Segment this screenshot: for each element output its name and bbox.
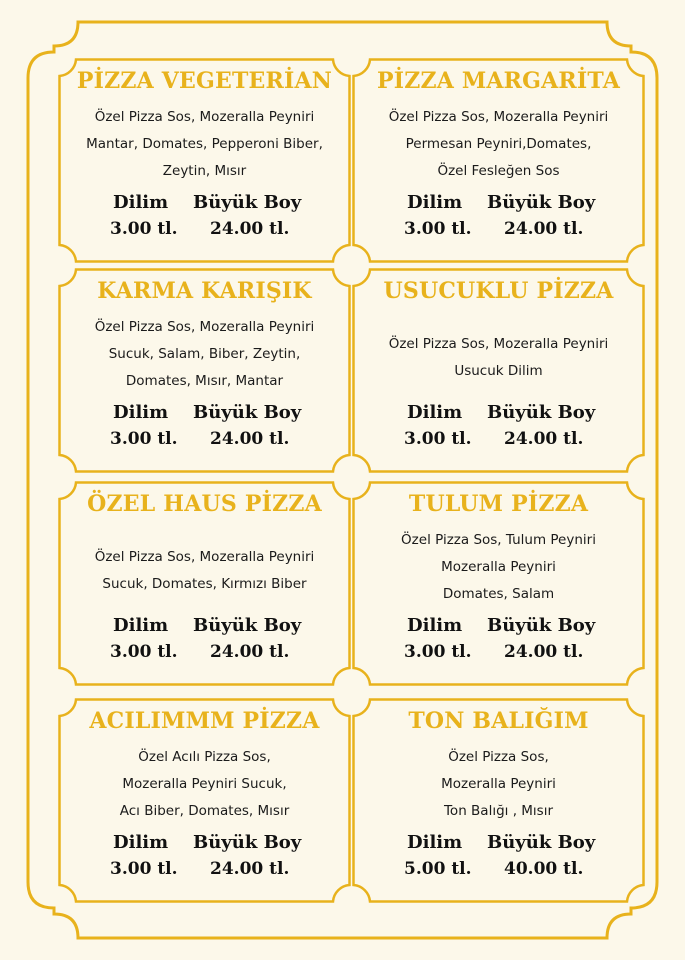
price-values bbox=[58, 859, 351, 885]
large-price: 24.00 tl. bbox=[210, 219, 290, 239]
large-label: Büyük Boy bbox=[193, 615, 302, 636]
pizza-ingredients bbox=[358, 527, 639, 608]
pizza-card bbox=[352, 268, 645, 473]
price-labels bbox=[58, 402, 351, 428]
pizza-ingredients bbox=[64, 744, 345, 825]
ingredient-line: Usucuk Dilim bbox=[454, 363, 543, 379]
slice-price: 3.00 tl. bbox=[110, 429, 178, 449]
ingredient-line: Özel Pizza Sos, bbox=[448, 749, 549, 765]
slice-label: Dilim bbox=[113, 192, 169, 213]
large-price: 24.00 tl. bbox=[504, 219, 584, 239]
slice-label: Dilim bbox=[407, 192, 463, 213]
price-values bbox=[58, 219, 351, 245]
ingredient-line: Özel Pizza Sos, Mozeralla Peyniri bbox=[94, 549, 315, 565]
ingredient-line: Acı Biber, Domates, Mısır bbox=[119, 803, 290, 819]
large-label: Büyük Boy bbox=[487, 402, 596, 423]
ingredient-line: Özel Pizza Sos, Mozeralla Peyniri bbox=[94, 109, 315, 125]
slice-label: Dilim bbox=[113, 832, 169, 853]
price-labels bbox=[58, 192, 351, 218]
price-labels bbox=[352, 615, 645, 641]
pizza-name: TULUM PİZZA bbox=[408, 491, 589, 517]
large-price: 24.00 tl. bbox=[210, 642, 290, 662]
large-label: Büyük Boy bbox=[193, 402, 302, 423]
pizza-ingredients bbox=[358, 744, 639, 825]
pizza-name: PİZZA VEGETERİAN bbox=[76, 68, 333, 94]
pizza-name: USUCUKLU PİZZA bbox=[383, 278, 614, 304]
large-label: Büyük Boy bbox=[193, 832, 302, 853]
ingredient-line: Mantar, Domates, Pepperoni Biber, bbox=[86, 136, 323, 152]
ingredient-line: Sucuk, Salam, Biber, Zeytin, bbox=[108, 346, 301, 362]
large-label: Büyük Boy bbox=[487, 832, 596, 853]
ingredient-line: Sucuk, Domates, Kırmızı Biber bbox=[102, 576, 307, 592]
price-labels bbox=[352, 402, 645, 428]
ingredient-line: Ton Balığı , Mısır bbox=[443, 803, 554, 819]
pizza-name: PİZZA MARGARİTA bbox=[376, 68, 621, 94]
ingredient-line: Özel Pizza Sos, Mozeralla Peyniri bbox=[388, 109, 609, 125]
pizza-ingredients bbox=[64, 314, 345, 395]
slice-price: 3.00 tl. bbox=[110, 219, 178, 239]
slice-label: Dilim bbox=[407, 832, 463, 853]
ingredient-line: Özel Pizza Sos, Mozeralla Peyniri bbox=[388, 336, 609, 352]
slice-price: 3.00 tl. bbox=[404, 429, 472, 449]
large-label: Büyük Boy bbox=[487, 615, 596, 636]
price-values bbox=[58, 642, 351, 668]
pizza-card bbox=[58, 481, 351, 686]
pizza-card bbox=[352, 481, 645, 686]
ingredient-line: Özel Acılı Pizza Sos, bbox=[138, 749, 271, 765]
slice-price: 5.00 tl. bbox=[404, 859, 472, 879]
pizza-card bbox=[352, 58, 645, 263]
price-values bbox=[352, 219, 645, 245]
price-values bbox=[352, 642, 645, 668]
large-price: 40.00 tl. bbox=[504, 859, 584, 879]
large-price: 24.00 tl. bbox=[210, 429, 290, 449]
ingredient-line: Mozeralla Peyniri bbox=[441, 776, 556, 792]
pizza-card bbox=[58, 268, 351, 473]
pizza-ingredients bbox=[64, 104, 345, 185]
ingredient-line: Domates, Salam bbox=[442, 586, 555, 602]
slice-price: 3.00 tl. bbox=[404, 642, 472, 662]
pizza-name: KARMA KARIŞIK bbox=[97, 278, 312, 304]
large-price: 24.00 tl. bbox=[504, 642, 584, 662]
slice-label: Dilim bbox=[113, 615, 169, 636]
price-values bbox=[352, 429, 645, 455]
ingredient-line: Mozeralla Peyniri bbox=[441, 559, 556, 575]
slice-label: Dilim bbox=[407, 615, 463, 636]
ingredient-line: Özel Pizza Sos, Mozeralla Peyniri bbox=[94, 319, 315, 335]
pizza-name: ÖZEL HAUS PİZZA bbox=[87, 491, 322, 517]
pizza-card bbox=[352, 698, 645, 903]
pizza-ingredients bbox=[64, 544, 345, 598]
ingredient-line: Domates, Mısır, Mantar bbox=[125, 373, 284, 389]
pizza-card bbox=[58, 58, 351, 263]
price-values bbox=[352, 859, 645, 885]
ingredient-line: Zeytin, Mısır bbox=[162, 163, 247, 179]
large-price: 24.00 tl. bbox=[504, 429, 584, 449]
ingredient-line: Permesan Peyniri,Domates, bbox=[405, 136, 592, 152]
pizza-name: TON BALIĞIM bbox=[408, 708, 589, 734]
slice-label: Dilim bbox=[407, 402, 463, 423]
pizza-card bbox=[58, 698, 351, 903]
ingredient-line: Özel Pizza Sos, Tulum Peyniri bbox=[401, 532, 596, 548]
pizza-ingredients bbox=[358, 331, 639, 385]
pizza-ingredients bbox=[358, 104, 639, 185]
large-label: Büyük Boy bbox=[193, 192, 302, 213]
ingredient-line: Özel Fesleğen Sos bbox=[437, 163, 560, 179]
slice-price: 3.00 tl. bbox=[404, 219, 472, 239]
slice-price: 3.00 tl. bbox=[110, 642, 178, 662]
price-values bbox=[58, 429, 351, 455]
price-labels bbox=[58, 832, 351, 858]
large-price: 24.00 tl. bbox=[210, 859, 290, 879]
large-label: Büyük Boy bbox=[487, 192, 596, 213]
price-labels bbox=[352, 192, 645, 218]
price-labels bbox=[352, 832, 645, 858]
slice-label: Dilim bbox=[113, 402, 169, 423]
price-labels bbox=[58, 615, 351, 641]
ingredient-line: Mozeralla Peyniri Sucuk, bbox=[122, 776, 287, 792]
pizza-name: ACILIMMM PİZZA bbox=[89, 708, 320, 734]
slice-price: 3.00 tl. bbox=[110, 859, 178, 879]
